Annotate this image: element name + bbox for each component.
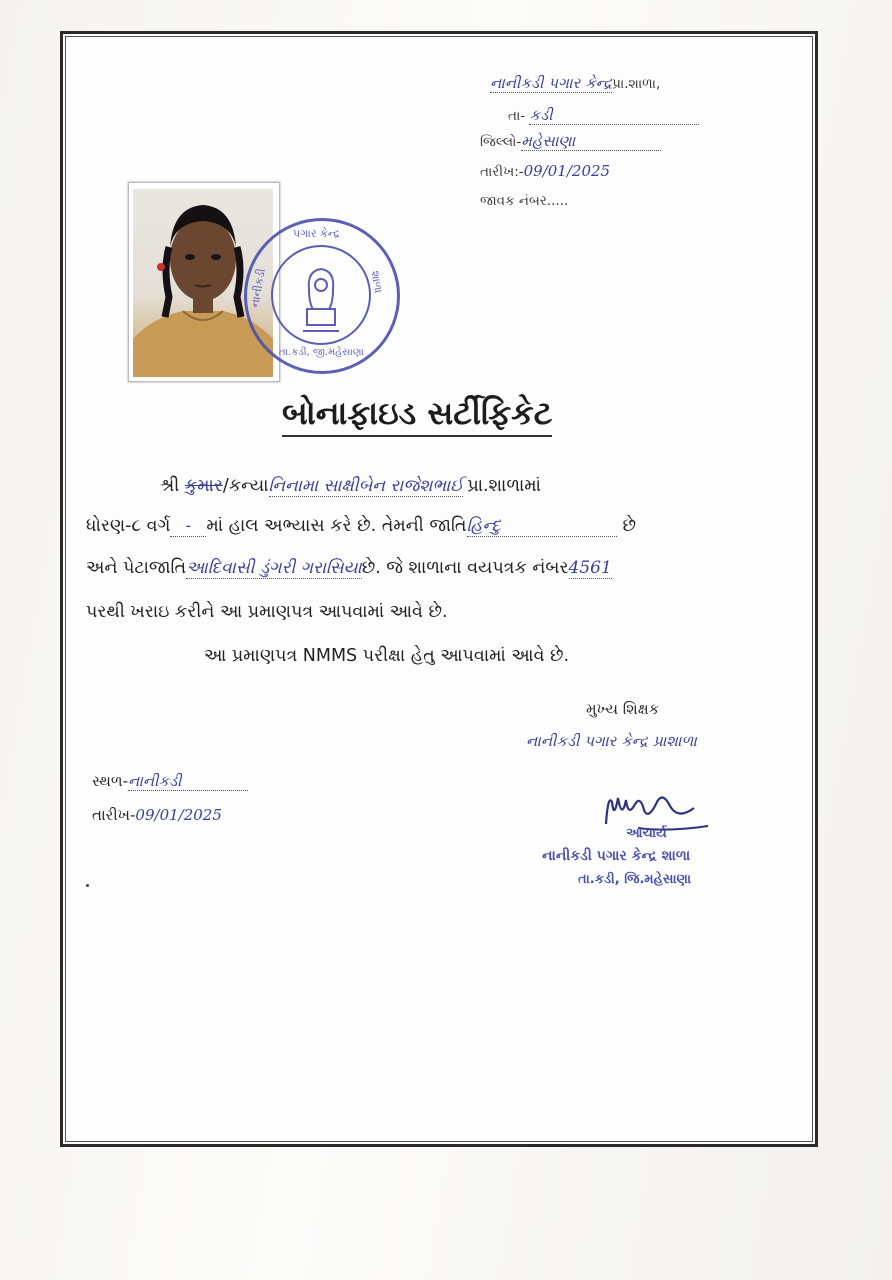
division-handwritten: - xyxy=(170,516,206,537)
body-line-3 xyxy=(86,558,612,579)
header-date-line xyxy=(480,162,610,180)
header-date-handwritten: 09/01/2025 xyxy=(523,162,611,180)
register-number: 4561 xyxy=(568,558,612,578)
stamp-school-name: નાનીકડી પગાર કેન્દ્ર શાળા xyxy=(542,848,691,864)
line3-prefix: અને પેટાજાતિ xyxy=(86,558,187,578)
head-teacher-school-handwritten: નાનીકડી પગાર કેન્દ્ર પ્રાશાળા xyxy=(526,732,697,750)
line2-mid: માં હાલ અભ્યાસ કરે છે. તેમની જાતિ xyxy=(206,516,467,536)
subcaste-handwritten: આદિવાસી ડુંગરી ગરાસિયા xyxy=(186,558,362,578)
header-taluka-line xyxy=(508,106,699,125)
footer-date-label: તારીખ- xyxy=(92,806,136,824)
place-label: સ્થળ- xyxy=(92,772,129,790)
stray-mark xyxy=(86,884,89,887)
school-seal xyxy=(244,218,400,374)
line1-mid: /કન્યા xyxy=(222,476,269,496)
seal-top-text: પગાર કેન્દ્ર xyxy=(293,227,340,240)
header-outward-number: જાવક નંબર..... xyxy=(480,193,569,209)
place-handwritten: નાનીકડી xyxy=(128,772,248,791)
line1-suffix: પ્રા.શાળામાં xyxy=(467,476,541,496)
seal-right-text: શાળા xyxy=(368,269,386,295)
header-school-suffix: પ્રા.શાળા, xyxy=(612,76,661,92)
line1-struck-option: કુમાર xyxy=(184,476,223,496)
stamp-address: તા.કડી, જિ.મહેસાણા xyxy=(578,872,692,887)
header-district-line xyxy=(480,132,661,151)
body-line-1 xyxy=(160,476,541,497)
stamp-role: આચાર્ય xyxy=(626,826,667,841)
line1-prefix: શ્રી xyxy=(160,476,185,496)
seal-inner-ring xyxy=(271,245,371,345)
seal-bottom-text: તા.કડી, જી.મહેસાણા xyxy=(279,347,364,358)
line3-mid: છે. જે શાળાના વયપત્રક નંબર xyxy=(361,558,569,578)
footer-date-line xyxy=(92,806,222,824)
header-school-line xyxy=(490,74,660,93)
header-school-handwritten: નાનીકડી પગાર કેન્દ્ર xyxy=(490,74,613,92)
header-taluka-label: તા- xyxy=(508,108,526,124)
caste-handwritten: હિન્દુ xyxy=(467,516,617,537)
emblem-icon xyxy=(273,247,369,343)
student-name: નિનામા સાક્ષીબેન રાજેશભાઈ xyxy=(268,476,464,496)
line2-suffix: છે xyxy=(622,516,637,536)
body-line-2 xyxy=(86,516,636,537)
seal-left-text: નાનીકડી xyxy=(248,267,268,309)
header-district-label: જિલ્લો- xyxy=(480,134,522,150)
body-line-5: આ પ્રમાણપત્ર NMMS પરીક્ષા હેતુ આપવામાં આવે છે. xyxy=(204,646,570,666)
header-district-handwritten: મહેસાણા xyxy=(521,132,661,151)
line2-prefix: ધોરણ-૮ વર્ગ xyxy=(86,516,171,536)
place-line xyxy=(92,772,248,791)
header-date-label: તારીખ:- xyxy=(480,164,524,180)
head-teacher-label: મુખ્ય શિક્ષક xyxy=(586,700,660,718)
footer-date-handwritten: 09/01/2025 xyxy=(135,806,222,824)
certificate-title: બોનાફાઇડ સર્ટીફિકેટ xyxy=(282,394,552,437)
body-line-4: પરથી ખરાઇ કરીને આ પ્રમાણપત્ર આપવામાં આવે છે. xyxy=(86,602,448,622)
header-taluka-handwritten: કડી xyxy=(529,106,699,125)
